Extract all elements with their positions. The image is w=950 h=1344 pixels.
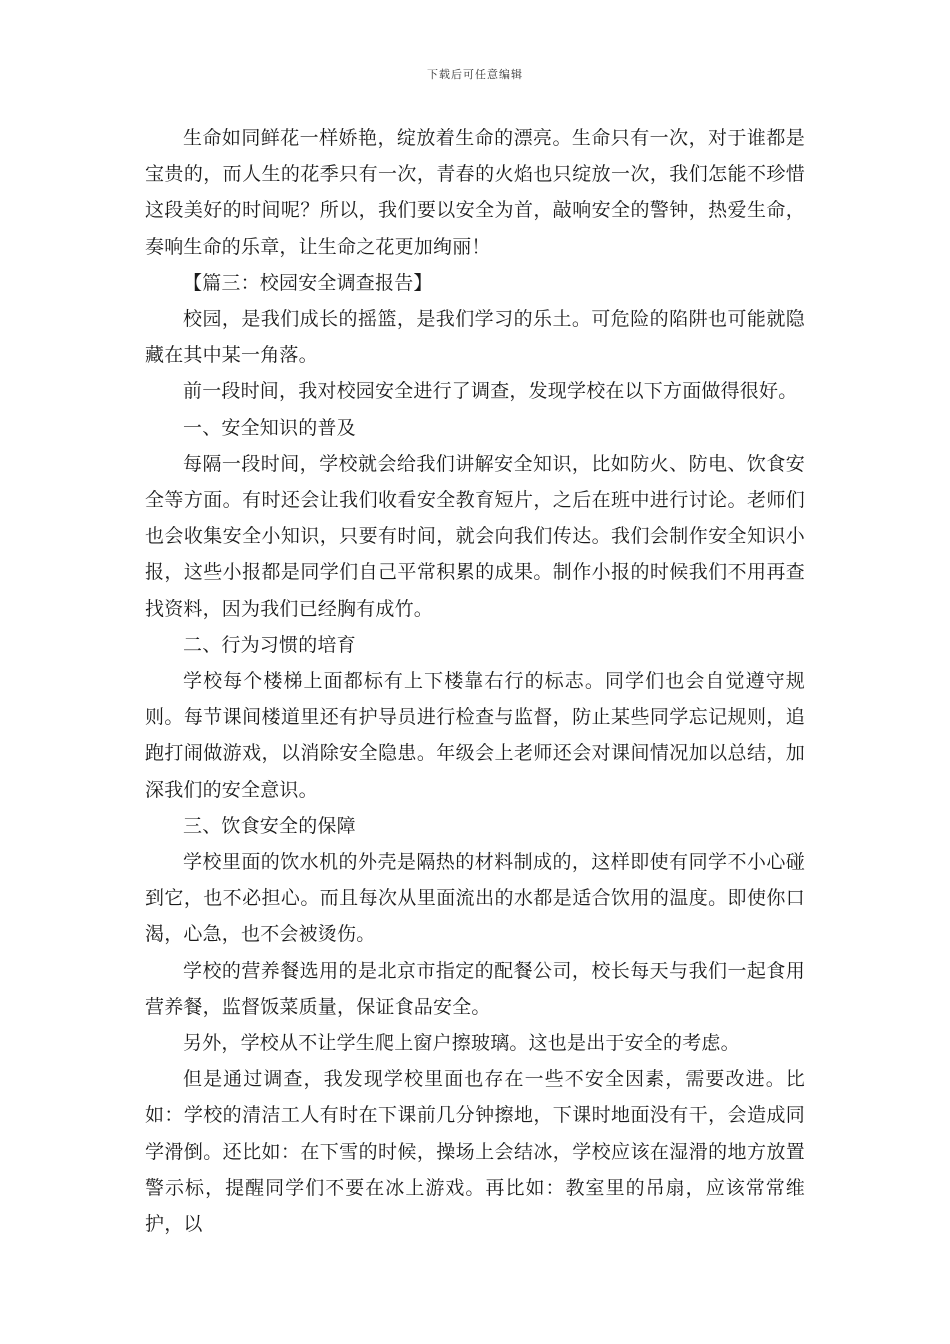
paragraph-behavior-habits: 学校每个楼梯上面都标有上下楼靠右行的标志。同学们也会自觉遵守规则。每节课间楼道里还有护导员进行检查与监督，防止某些同学忘记规则，追跑打闹做游戏，以消除安全隐患。年级会上老师还会对课间情况加以总结，加深我们的安全意识。 — [145, 670, 805, 801]
paragraph-safety-knowledge: 每隔一段时间，学校就会给我们讲解安全知识，比如防火、防电、饮食安全等方面。有时还会让我们收看安全教育短片，之后在班中进行讨论。老师们也会收集安全小知识，只要有时间，就会向我们传达。我们会制作安全知识小报，这些小报都是同学们自己平常积累的成果。制作小报的时候我们不用再查找资料，因为我们已经胸有成竹。 — [145, 452, 805, 620]
heading-food-safety: 三、饮食安全的保障 — [183, 814, 356, 837]
paragraph-campus: 校园，是我们成长的摇篮，是我们学习的乐土。可危险的陷阱也可能就隐藏在其中某一角落。 — [145, 308, 805, 367]
section-title: 【篇三：校园安全调查报告】 — [183, 271, 433, 294]
paragraph-nutrition-meal: 学校的营养餐选用的是北京市指定的配餐公司，校长每天与我们一起食用营养餐，监督饭菜质量，保证食品安全。 — [145, 959, 805, 1018]
paragraph-survey: 前一段时间，我对校园安全进行了调查，发现学校在以下方面做得很好。 — [183, 380, 798, 403]
page-header: 下载后可任意编辑 — [427, 68, 523, 81]
heading-safety-knowledge: 一、安全知识的普及 — [183, 416, 356, 439]
paragraph-improvements: 但是通过调查，我发现学校里面也存在一些不安全因素，需要改进。比如：学校的清洁工人有时在下课前几分钟擦地，下课时地面没有干，会造成同学滑倒。还比如：在下雪的时候，操场上会结冰，学校应该在湿滑的地方放置警示标，提醒同学们不要在冰上游戏。再比如：教室里的吊扇，应该常常维护，以 — [145, 1068, 805, 1236]
paragraph-water-dispenser: 学校里面的饮水机的外壳是隔热的材料制成的，这样即使有同学不小心碰到它，也不必担心。而且每次从里面流出的水都是适合饮用的温度。即使你口渴，心急，也不会被烫伤。 — [145, 851, 805, 946]
paragraph-intro-life: 生命如同鲜花一样娇艳，绽放着生命的漂亮。生命只有一次，对于谁都是宝贵的，而人生的花季只有一次，青春的火焰也只绽放一次，我们怎能不珍惜这段美好的时间呢？所以，我们要以安全为首，敲响安全的警钟，热爱生命，奏响生命的乐章，让生命之花更加绚丽！ — [145, 127, 805, 258]
document-body — [145, 120, 805, 1242]
heading-behavior-habits: 二、行为习惯的培育 — [183, 633, 356, 656]
paragraph-window-cleaning: 另外，学校从不让学生爬上窗户擦玻璃。这也是出于安全的考虑。 — [183, 1032, 740, 1055]
